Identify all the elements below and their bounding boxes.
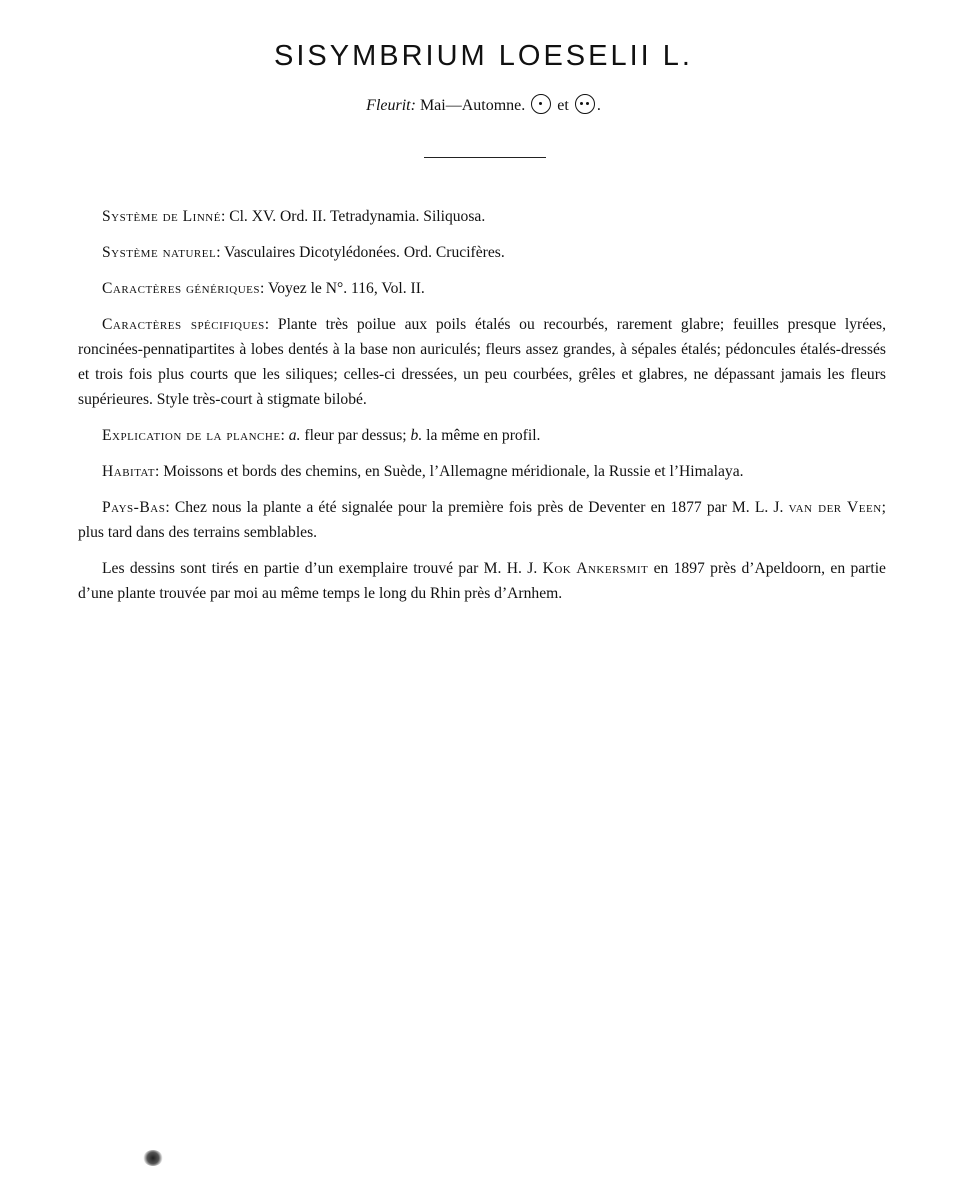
- section-text: en 1897 près d’Apeldoorn, en partie d’une plante trouvée par moi au même temps le long du Rhin près d’Arnhem.: [78, 560, 886, 602]
- section-planche: Explication de la planche: a. fleur par dessus; b. la même en profil.: [102, 427, 541, 444]
- person-name: Kok Ankersmit: [542, 560, 649, 577]
- bloom-line: Fleurit: Mai—Automne. et .: [0, 94, 967, 115]
- section-label: Habitat: [102, 463, 155, 480]
- figure-letter-a: a.: [288, 427, 301, 444]
- bloom-conj: et: [557, 97, 569, 114]
- section-text: Vasculaires Dicotylédonées. Ord. Crucifères.: [224, 244, 505, 261]
- figure-text-a: fleur par dessus;: [304, 427, 407, 444]
- section-dessins: [78, 556, 886, 606]
- section-generiques: Caractères génériques: Voyez le N°. 116, Vol. II.: [102, 280, 425, 297]
- section-habitat: Habitat: Moissons et bords des chemins, en Suède, l’Allemagne méridionale, la Russie et l’Himalaya.: [102, 463, 744, 480]
- figure-letter-b: b.: [410, 427, 423, 444]
- section-text: Plante très poilue aux poils étalés ou recourbés, rarement glabre; feuilles presque lyrées, roncinées-pennatipartites à lobes dentés à la base non auriculés; fleurs assez grandes, à sépales étalés; pédoncules étalés-dressés et trois fois plus courts que les siliques; celles-ci dressées, un peu courbées, grêles et glabres, ne dépassant jamais les fleurs supérieures. Style très-court à stigmate bilobé.: [78, 316, 886, 408]
- section-text: ; plus tard dans des terrains semblables.: [78, 499, 887, 541]
- biennial-symbol-icon: [575, 94, 595, 114]
- section-label: Caractères génériques: [102, 280, 261, 297]
- section-label: Explication de la planche: [102, 427, 281, 444]
- annual-symbol-icon: [531, 94, 551, 114]
- section-label: Système naturel: [102, 244, 217, 261]
- bloom-value: Mai—Automne.: [419, 97, 526, 114]
- ink-smudge: [143, 1150, 163, 1166]
- section-label: Caractères spécifiques: [102, 316, 265, 333]
- section-text: Voyez le N°. 116, Vol. II.: [268, 280, 425, 297]
- section-text: Moissons et bords des chemins, en Suède, l’Allemagne méridionale, la Russie et l’Himalaya.: [163, 463, 744, 480]
- section-text: Les dessins sont tirés en partie d’un exemplaire trouvé par M. H. J.: [102, 560, 538, 577]
- figure-text-b: la même en profil.: [426, 427, 541, 444]
- section-text: Cl. XV. Ord. II. Tetradynamia. Siliquosa.: [229, 208, 486, 225]
- divider: [424, 157, 546, 158]
- section-specifiques: Caractères spécifiques: Plante très poilue aux poils étalés ou recourbés, rarement glabre; feuilles presque lyrées, roncinées-pennatipartites à lobes dentés à la base non auriculés; fleurs assez grandes, à sépales étalés; pédoncules étalés-dressés et trois fois plus courts que les siliques; celles-ci dressées, un peu courbées, grêles et glabres, ne dépassant jamais les fleurs supérieures. Style très-court à stigmate bilobé.: [78, 316, 886, 408]
- section-text: Chez nous la plante a été signalée pour la première fois près de Deventer en 1877 par M. L. J.: [174, 499, 784, 516]
- page-title: SISYMBRIUM LOESELII L.: [274, 40, 693, 72]
- description-body: [78, 204, 886, 617]
- section-label: Pays-Bas: [102, 499, 166, 516]
- section-naturel: Système naturel: Vasculaires Dicotylédonées. Ord. Crucifères.: [102, 244, 505, 261]
- section-label: Système de Linné: [102, 208, 221, 225]
- section-paysbas: Pays-Bas: Chez nous la plante a été signalée pour la première fois près de Deventer en 1877 par M. L. J. van der Veen; plus tard dans des terrains semblables.: [78, 499, 887, 541]
- person-name: van der Veen: [788, 499, 882, 516]
- bloom-label: Fleurit:: [366, 97, 416, 114]
- section-linne: Système de Linné: Cl. XV. Ord. II. Tetradynamia. Siliquosa.: [102, 208, 486, 225]
